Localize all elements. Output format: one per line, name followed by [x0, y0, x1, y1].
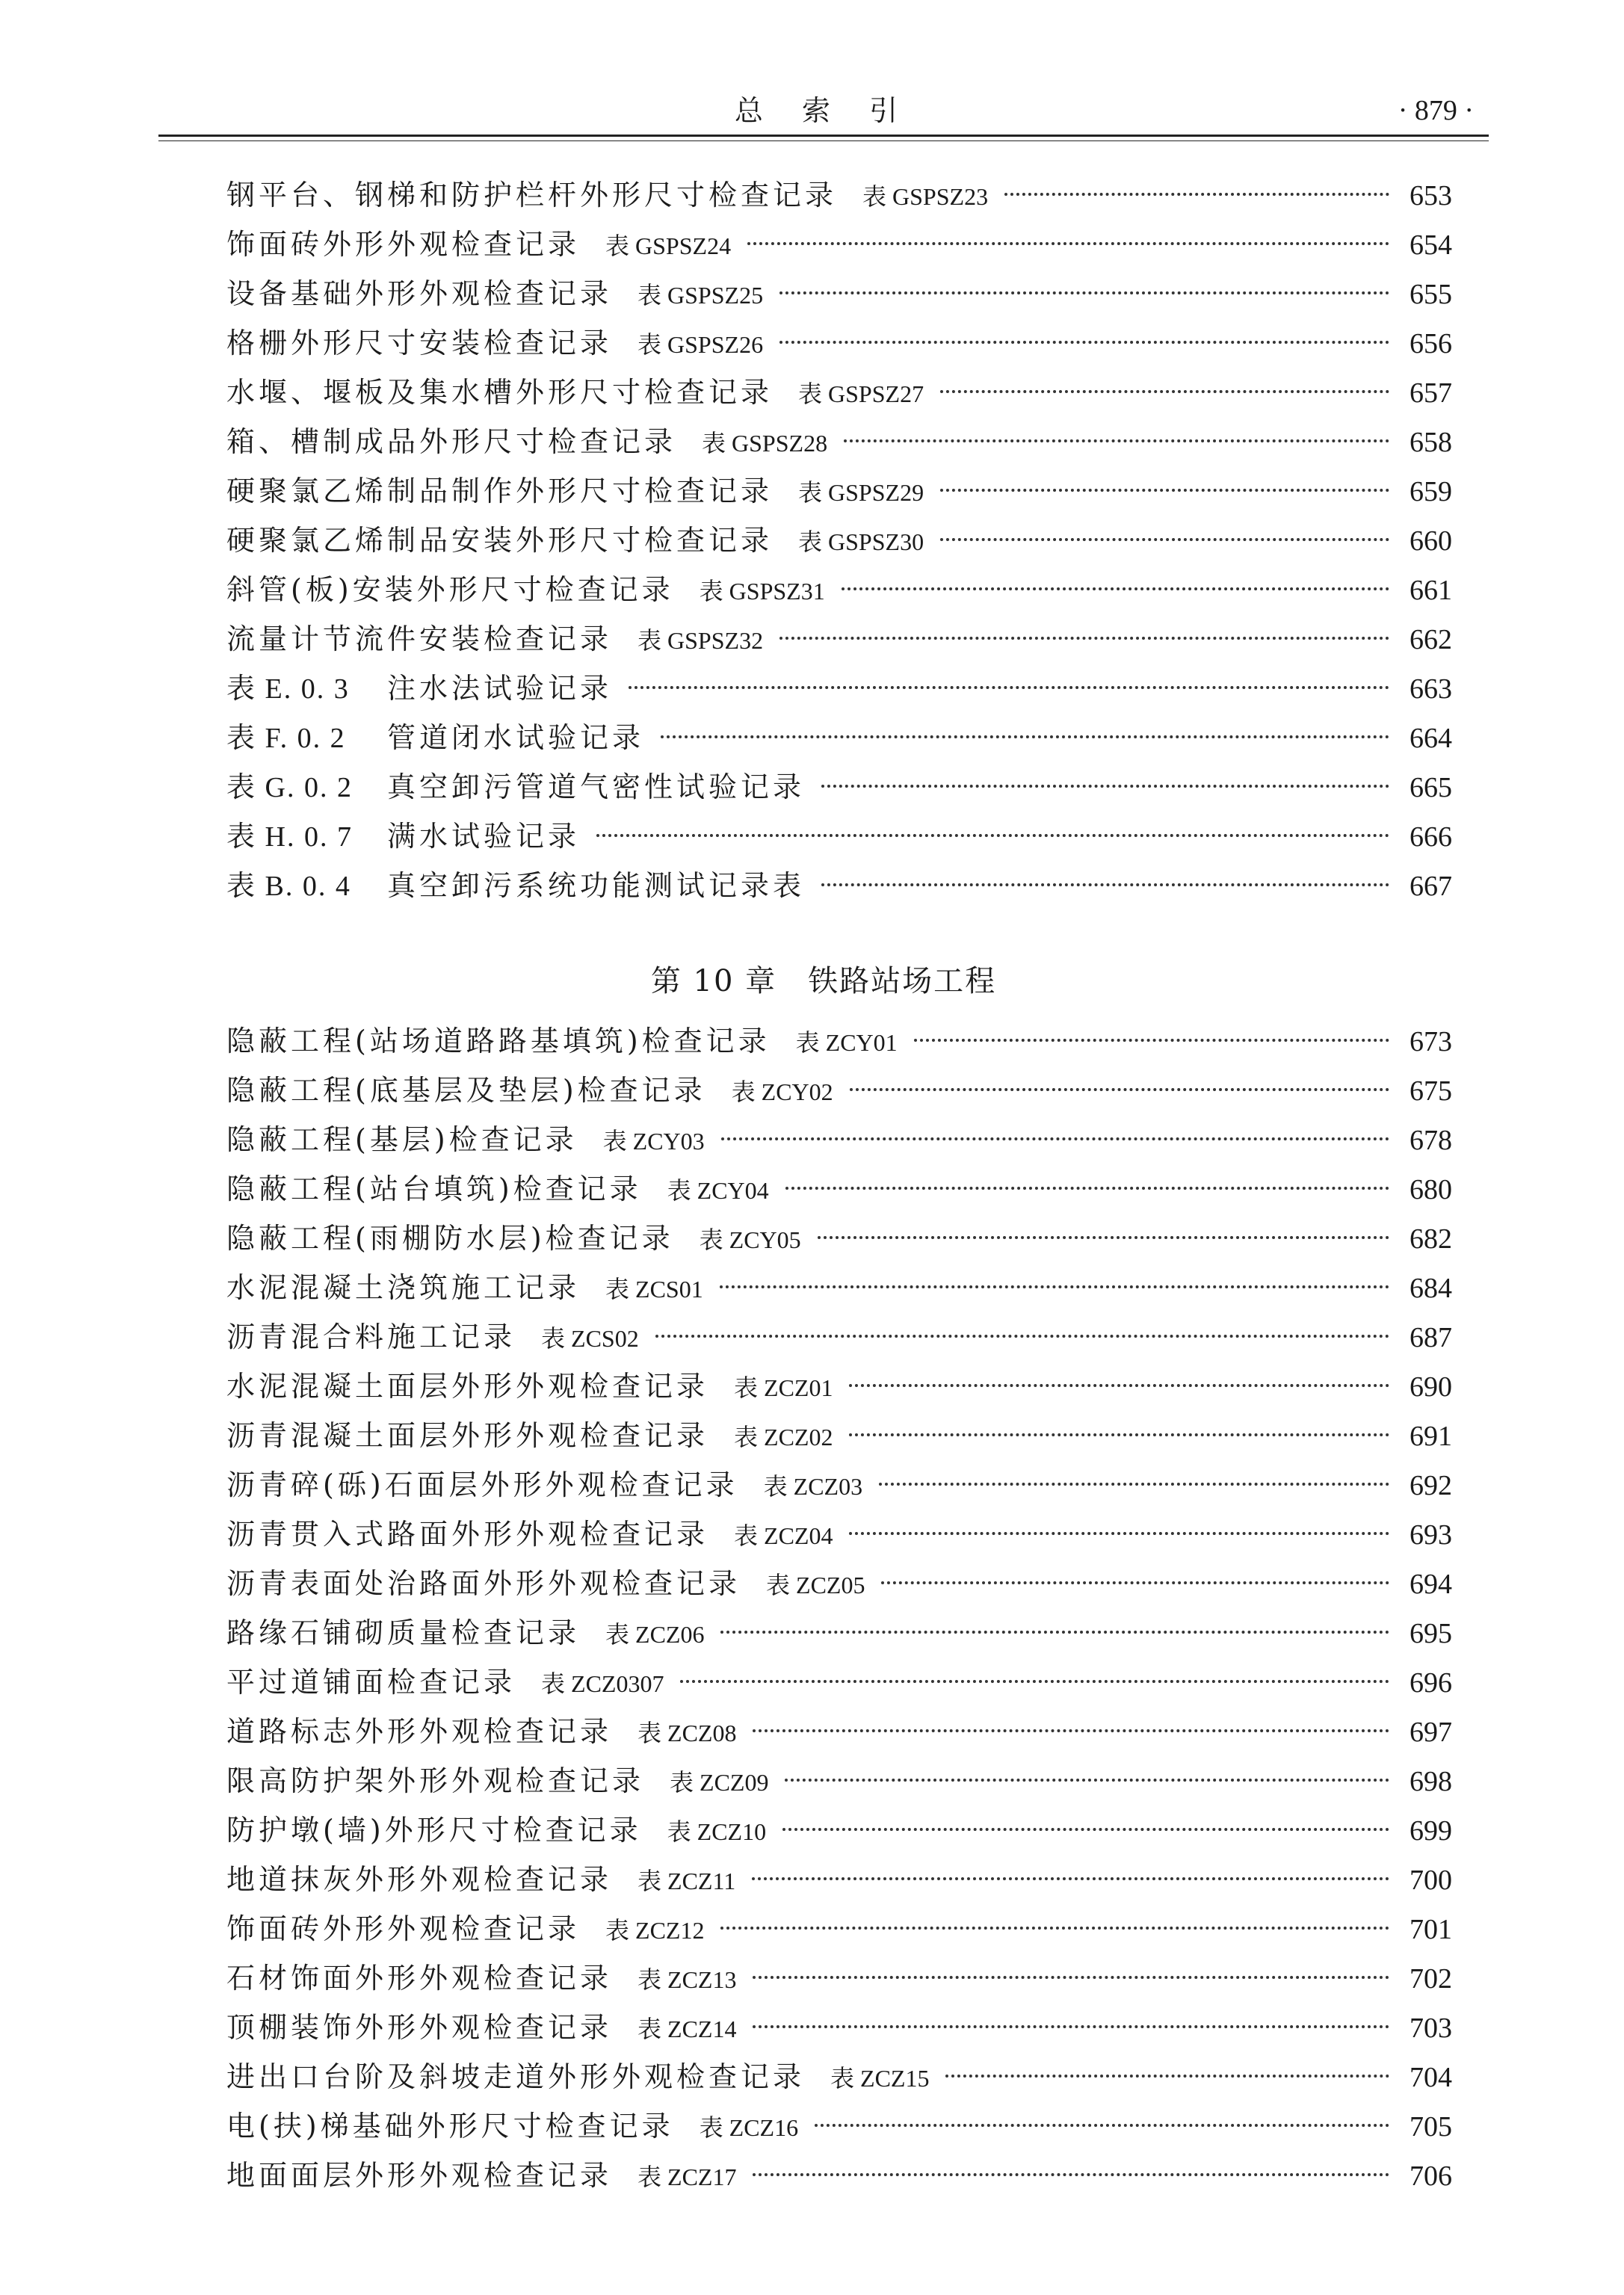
toc-entry[interactable] — [226, 1806, 1452, 1855]
page-header — [158, 88, 1489, 133]
entry-code: 表 ZCY01 — [795, 1029, 898, 1056]
toc-entry[interactable] — [226, 417, 1452, 466]
entry-page: 659 — [1410, 476, 1452, 507]
toc-entry[interactable] — [226, 565, 1452, 614]
toc-entry[interactable] — [226, 1312, 1452, 1362]
entry-code: 表 ZCY05 — [699, 1226, 801, 1253]
dot-leader — [849, 1433, 1389, 1436]
dot-leader — [680, 1680, 1389, 1683]
entry-page: 663 — [1410, 673, 1452, 705]
toc-entry[interactable] — [226, 861, 1452, 910]
entry-page: 678 — [1410, 1125, 1452, 1156]
dot-leader — [753, 1729, 1389, 1732]
entry-title: 流量计节流件安装检查记录 — [226, 623, 613, 655]
entry-page: 684 — [1410, 1273, 1452, 1304]
entry-title: 满水试验记录 — [387, 820, 581, 853]
entry-title: 饰面砖外形外观检查记录 — [226, 1912, 581, 1945]
dot-leader — [785, 1187, 1389, 1190]
entry-label: 表 E. 0. 3 — [226, 673, 350, 705]
entry-page: 694 — [1410, 1569, 1452, 1600]
dot-leader — [753, 2173, 1389, 2176]
toc-entry[interactable] — [226, 1756, 1452, 1806]
toc-entry[interactable] — [226, 269, 1452, 318]
entry-code: 表 ZCZ13 — [637, 1966, 737, 1993]
entry-page: 673 — [1410, 1026, 1452, 1057]
dot-leader — [782, 1828, 1389, 1831]
toc-entry[interactable] — [226, 2151, 1452, 2200]
entry-title: 硬聚氯乙烯制品制作外形尺寸检查记录 — [226, 475, 774, 507]
entry-title: 水泥混凝土面层外形外观检查记录 — [226, 1370, 709, 1403]
toc-section-b — [226, 1016, 1452, 2200]
toc-entry[interactable] — [226, 2003, 1452, 2052]
entry-code: 表 ZCZ08 — [637, 1720, 737, 1746]
entry-code: 表 ZCZ17 — [637, 2163, 737, 2190]
entry-page: 657 — [1410, 377, 1452, 409]
entry-page: 675 — [1410, 1075, 1452, 1107]
entry-title: 地面面层外形外观检查记录 — [226, 2159, 613, 2192]
entry-code: 表 GSPSZ24 — [605, 232, 732, 259]
toc-entry[interactable] — [226, 1115, 1452, 1164]
dot-leader — [1004, 193, 1389, 196]
entry-code: 表 GSPSZ29 — [798, 479, 924, 506]
entry-code: 表 GSPSZ26 — [637, 331, 764, 358]
toc-entry[interactable] — [226, 1016, 1452, 1066]
entry-page: 704 — [1410, 2062, 1452, 2093]
dot-leader — [779, 291, 1389, 294]
toc-entry[interactable] — [226, 1214, 1452, 1263]
entry-title: 真空卸污管道气密性试验记录 — [387, 770, 806, 803]
toc-entry[interactable] — [226, 1164, 1452, 1214]
entry-page: 653 — [1410, 180, 1452, 211]
dot-leader — [849, 1532, 1389, 1535]
dot-leader — [850, 1088, 1389, 1091]
toc-entry[interactable] — [226, 1855, 1452, 1904]
toc-entry[interactable] — [226, 368, 1452, 417]
entry-page: 696 — [1410, 1667, 1452, 1699]
toc-entry[interactable] — [226, 516, 1452, 565]
entry-title: 沥青混合料施工记录 — [226, 1321, 516, 1353]
entry-code: 表 GSPSZ32 — [637, 627, 764, 654]
toc-entry[interactable] — [226, 1066, 1452, 1115]
entry-title: 隐蔽工程(雨棚防水层)检查记录 — [226, 1222, 674, 1255]
toc-entry[interactable] — [226, 466, 1452, 516]
dot-leader — [753, 2025, 1389, 2028]
dot-leader — [940, 390, 1389, 393]
entry-title: 路缘石铺砌质量检查记录 — [226, 1616, 581, 1649]
entry-title: 隐蔽工程(底基层及垫层)检查记录 — [226, 1074, 706, 1107]
entry-title: 地道抹灰外形外观检查记录 — [226, 1863, 613, 1896]
toc-entry[interactable] — [226, 2052, 1452, 2101]
entry-page: 702 — [1410, 1963, 1452, 1995]
toc-entry[interactable] — [226, 1362, 1452, 1411]
entry-label: 表 F. 0. 2 — [226, 723, 346, 754]
dot-leader — [720, 1631, 1389, 1634]
entry-page: 705 — [1410, 2111, 1452, 2143]
dot-leader — [655, 1335, 1389, 1338]
entry-title: 沥青混凝土面层外形外观检查记录 — [226, 1419, 709, 1452]
toc-entry[interactable] — [226, 1460, 1452, 1510]
toc-entry[interactable] — [226, 170, 1452, 220]
entry-title: 电(扶)梯基础外形尺寸检查记录 — [226, 2110, 674, 2143]
header-rule-thick — [158, 135, 1489, 137]
entry-code: 表 ZCZ02 — [734, 1424, 833, 1451]
chapter-heading: 第 10 章 铁路站场工程 — [650, 964, 997, 998]
entry-title: 防护墩(墙)外形尺寸检查记录 — [226, 1814, 642, 1847]
toc-entry[interactable] — [226, 1510, 1452, 1559]
entry-page: 691 — [1410, 1421, 1452, 1452]
toc-entry[interactable] — [226, 1608, 1452, 1658]
toc-entry[interactable] — [226, 1707, 1452, 1756]
toc-entry[interactable] — [226, 1658, 1452, 1707]
entry-page: 666 — [1410, 821, 1452, 853]
entry-page: 664 — [1410, 723, 1452, 754]
entry-page: 661 — [1410, 575, 1452, 606]
entry-title: 沥青碎(砾)石面层外形外观检查记录 — [226, 1468, 738, 1501]
entry-title: 真空卸污系统功能测试记录表 — [387, 869, 806, 902]
toc-entry[interactable] — [226, 614, 1452, 664]
entry-label: 表 G. 0. 2 — [226, 772, 353, 803]
entry-page: 665 — [1410, 772, 1452, 803]
entry-code: 表 ZCZ11 — [637, 1868, 736, 1894]
dot-leader — [721, 1137, 1389, 1140]
entry-code: 表 ZCY04 — [667, 1177, 769, 1204]
entry-title: 沥青贯入式路面外形外观检查记录 — [226, 1518, 709, 1551]
entry-title: 箱、槽制成品外形尺寸检查记录 — [226, 425, 677, 458]
entry-page: 695 — [1410, 1618, 1452, 1649]
entry-title: 石材饰面外形外观检查记录 — [226, 1962, 613, 1995]
entry-page: 656 — [1410, 328, 1452, 359]
entry-code: 表 ZCZ03 — [763, 1473, 863, 1500]
dot-leader — [842, 587, 1389, 590]
entry-page: 654 — [1410, 229, 1452, 261]
entry-title: 管道闭水试验记录 — [387, 721, 645, 754]
entry-title: 进出口台阶及斜坡走道外形外观检查记录 — [226, 2060, 806, 2093]
dot-leader — [818, 1236, 1389, 1239]
entry-code: 表 GSPSZ27 — [798, 380, 924, 407]
entry-code: 表 GSPSZ23 — [862, 183, 989, 210]
entry-code: 表 ZCZ12 — [605, 1917, 705, 1944]
dot-leader — [940, 489, 1389, 492]
entry-page: 687 — [1410, 1322, 1452, 1353]
entry-title: 隐蔽工程(基层)检查记录 — [226, 1123, 578, 1156]
entry-page: 658 — [1410, 427, 1452, 458]
toc-entry[interactable] — [226, 664, 1452, 713]
toc-section-a — [226, 170, 1452, 910]
dot-leader — [661, 735, 1389, 738]
entry-code: 表 ZCZ15 — [830, 2065, 930, 2092]
running-title: 总 索 引 — [734, 94, 913, 127]
entry-code: 表 ZCS02 — [541, 1325, 639, 1352]
entry-page: 655 — [1410, 279, 1452, 310]
entry-code: 表 ZCZ10 — [667, 1818, 767, 1845]
dot-leader — [821, 785, 1389, 788]
toc-entry[interactable] — [226, 1411, 1452, 1460]
dot-leader — [844, 439, 1389, 442]
toc-entry[interactable] — [226, 220, 1452, 269]
toc-entry[interactable] — [226, 1263, 1452, 1312]
entry-code: 表 GSPSZ25 — [637, 282, 764, 309]
entry-code: 表 ZCZ06 — [605, 1621, 705, 1648]
entry-code: 表 GSPSZ31 — [699, 578, 825, 605]
dot-leader — [747, 242, 1389, 245]
entry-page: 703 — [1410, 2013, 1452, 2044]
entry-title: 隐蔽工程(站台填筑)检查记录 — [226, 1173, 642, 1205]
entry-page: 660 — [1410, 525, 1452, 557]
entry-code: 表 ZCZ04 — [734, 1522, 833, 1549]
entry-page: 680 — [1410, 1174, 1452, 1205]
toc-entry[interactable] — [226, 1559, 1452, 1608]
header-rule-thin — [158, 140, 1489, 141]
entry-code: 表 ZCZ09 — [670, 1769, 769, 1796]
dot-leader — [753, 1976, 1389, 1979]
entry-page: 700 — [1410, 1865, 1452, 1896]
entry-page: 693 — [1410, 1519, 1452, 1551]
entry-page: 699 — [1410, 1815, 1452, 1847]
entry-title: 隐蔽工程(站场道路路基填筑)检查记录 — [226, 1025, 771, 1057]
entry-code: 表 ZCZ14 — [637, 2016, 737, 2042]
page-number: · 879 · — [1398, 95, 1474, 126]
entry-title: 硬聚氯乙烯制品安装外形尺寸检查记录 — [226, 524, 774, 557]
toc-entry[interactable] — [226, 762, 1452, 812]
dot-leader — [879, 1483, 1389, 1486]
dot-leader — [720, 1285, 1389, 1288]
entry-code: 表 ZCY03 — [602, 1128, 705, 1155]
entry-title: 平过道铺面检查记录 — [226, 1666, 516, 1699]
toc-entry[interactable] — [226, 2101, 1452, 2151]
dot-leader — [940, 538, 1389, 541]
entry-label: 表 B. 0. 4 — [226, 871, 351, 902]
toc-entry[interactable] — [226, 1904, 1452, 1953]
toc-entry[interactable] — [226, 812, 1452, 861]
dot-leader — [720, 1927, 1389, 1930]
entry-page: 692 — [1410, 1470, 1452, 1501]
dot-leader — [815, 2124, 1389, 2127]
entry-code: 表 ZCY02 — [731, 1078, 833, 1105]
dot-leader — [849, 1384, 1389, 1387]
entry-code: 表 ZCZ0307 — [541, 1670, 664, 1697]
entry-page: 706 — [1410, 2160, 1452, 2192]
dot-leader — [821, 883, 1389, 886]
entry-title: 顶棚装饰外形外观检查记录 — [226, 2011, 613, 2044]
dot-leader — [914, 1039, 1389, 1042]
entry-page: 662 — [1410, 624, 1452, 655]
entry-title: 沥青表面处治路面外形外观检查记录 — [226, 1567, 741, 1600]
entry-page: 698 — [1410, 1766, 1452, 1797]
entry-title: 格栅外形尺寸安装检查记录 — [226, 327, 613, 359]
entry-code: 表 GSPSZ28 — [702, 430, 828, 457]
entry-label: 表 H. 0. 7 — [226, 821, 353, 853]
entry-title: 设备基础外形外观检查记录 — [226, 277, 613, 310]
toc-entry[interactable] — [226, 1953, 1452, 2003]
entry-code: 表 ZCZ01 — [734, 1374, 833, 1401]
entry-title: 钢平台、钢梯和防护栏杆外形尺寸检查记录 — [226, 179, 838, 211]
dot-leader — [881, 1581, 1389, 1584]
dot-leader — [629, 686, 1389, 689]
entry-title: 水泥混凝土浇筑施工记录 — [226, 1271, 581, 1304]
entry-page: 690 — [1410, 1371, 1452, 1403]
entry-page: 667 — [1410, 871, 1452, 902]
dot-leader — [785, 1779, 1389, 1782]
entry-code: 表 ZCZ16 — [699, 2114, 799, 2141]
entry-code: 表 ZCS01 — [605, 1276, 703, 1303]
entry-title: 饰面砖外形外观检查记录 — [226, 228, 581, 261]
entry-title: 水堰、堰板及集水槽外形尺寸检查记录 — [226, 376, 774, 409]
entry-title: 道路标志外形外观检查记录 — [226, 1715, 613, 1748]
entry-code: 表 ZCZ05 — [766, 1572, 865, 1599]
dot-leader — [779, 637, 1389, 640]
dot-leader — [596, 834, 1389, 837]
entry-page: 697 — [1410, 1717, 1452, 1748]
entry-title: 限高防护架外形外观检查记录 — [226, 1764, 645, 1797]
dot-leader — [779, 341, 1389, 344]
entry-title: 注水法试验记录 — [387, 672, 613, 705]
dot-leader — [945, 2075, 1389, 2078]
entry-code: 表 GSPSZ30 — [798, 528, 924, 555]
entry-page: 682 — [1410, 1223, 1452, 1255]
entry-title: 斜管(板)安装外形尺寸检查记录 — [226, 573, 674, 606]
entry-page: 701 — [1410, 1914, 1452, 1945]
toc-entry[interactable] — [226, 713, 1452, 762]
dot-leader — [752, 1877, 1389, 1880]
toc-entry[interactable] — [226, 318, 1452, 368]
